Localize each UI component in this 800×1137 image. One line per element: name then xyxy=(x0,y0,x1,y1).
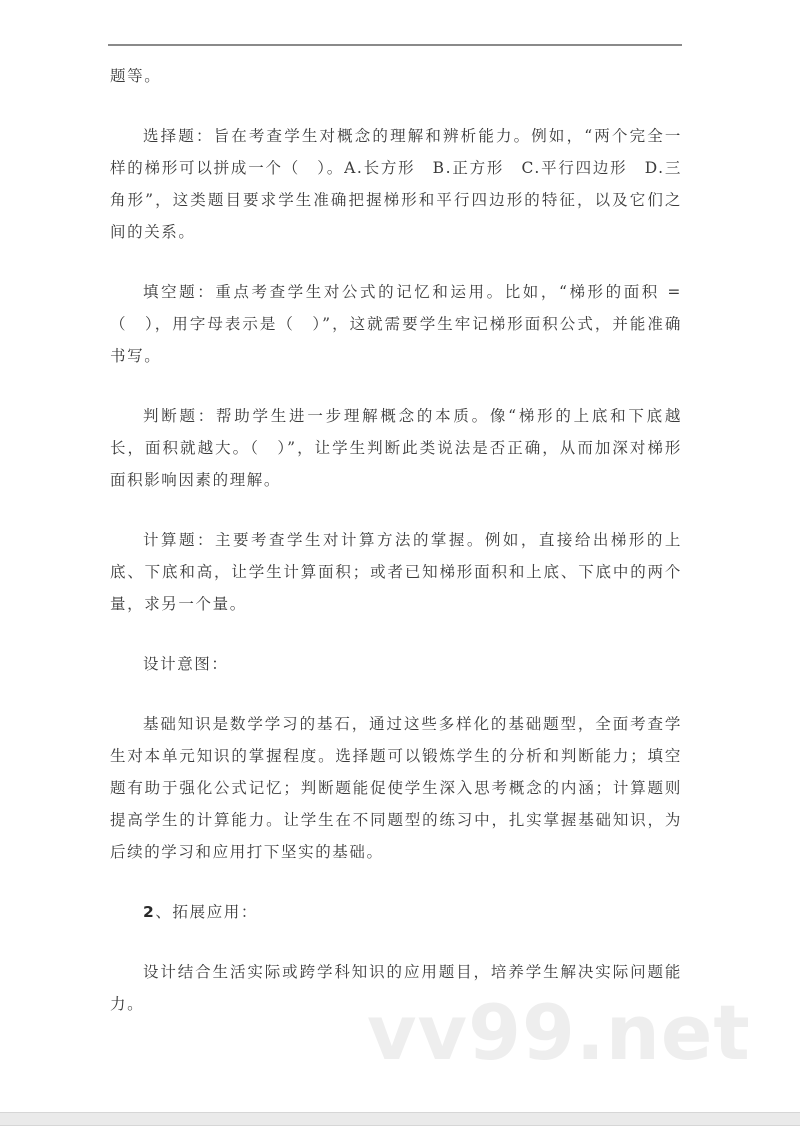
paragraph-design-intent-label: 设计意图： xyxy=(143,655,229,673)
section-heading-extended-application xyxy=(110,896,682,928)
paragraph-true-false: 判断题：帮助学生进一步理解概念的本质。像“梯形的上底和下底越长，面积就越大。（ ）”，让学生判断此类说法是否正确，从而加深对梯形面积影响因素的理解。 xyxy=(110,407,682,489)
paragraph-multiple-choice: 选择题：旨在考查学生对概念的理解和辨析能力。例如，“两个完全一样的梯形可以拼成一个（ ）。A.长方形 B.正方形 C.平行四边形 D.三角形”，这类题目要求学生准确把握梯形和平行四边形的特征，以及它们之间的关系。 xyxy=(110,127,682,241)
paragraph-fill-in-blank: 填空题：重点考查学生对公式的记忆和运用。比如，“梯形的面积 =（ ），用字母表示是（ ）”，这就需要学生牢记梯形面积公式，并能准确书写。 xyxy=(110,283,682,365)
paragraph-calculation: 计算题：主要考查学生对计算方法的掌握。例如，直接给出梯形的上底、下底和高，让学生计算面积；或者已知梯形面积和上底、下底中的两个量，求另一个量。 xyxy=(110,531,682,613)
paragraph-extended-application: 设计结合生活实际或跨学科知识的应用题目，培养学生解决实际问题能力。 xyxy=(110,963,682,1013)
section-title: 、拓展应用： xyxy=(155,903,258,921)
section-number: 2 xyxy=(143,903,156,921)
watermark: vv99.net xyxy=(367,988,751,1077)
page-header-rule xyxy=(108,44,682,46)
document-body xyxy=(110,60,682,1020)
paragraph-design-intent: 基础知识是数学学习的基石，通过这些多样化的基础题型，全面考查学生对本单元知识的掌握程度。选择题可以锻炼学生的分析和判断能力；填空题有助于强化公式记忆；判断题能促使学生深入思考概念的内涵；计算题则提高学生的计算能力。让学生在不同题型的练习中，扎实掌握基础知识，为后续的学习和应用打下坚实的基础。 xyxy=(110,715,682,861)
paragraph-continuation: 题等。 xyxy=(110,67,162,85)
page-bottom-border xyxy=(0,1112,800,1126)
